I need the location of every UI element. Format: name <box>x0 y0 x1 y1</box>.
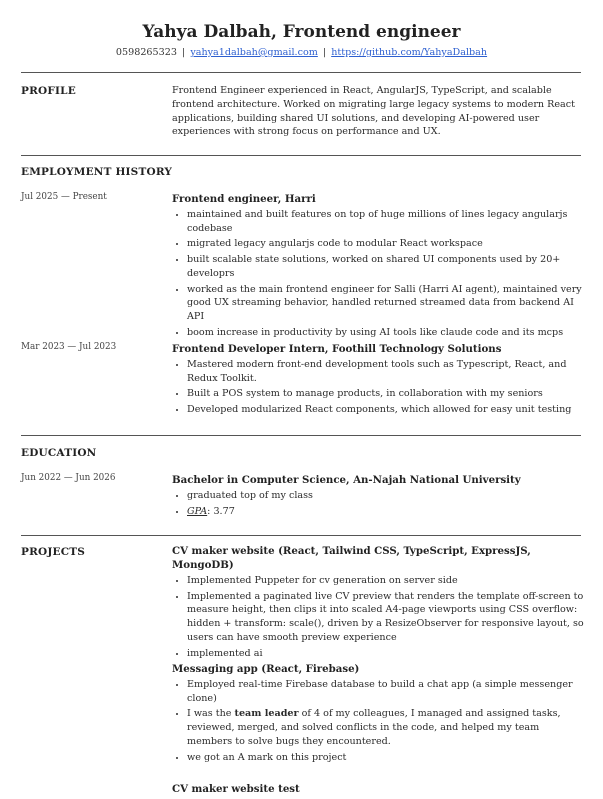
bold-text: team leader <box>234 708 299 720</box>
job-bullets <box>172 358 584 417</box>
list-item: • graduated top of my class <box>187 489 584 503</box>
gpa-label: GPA <box>187 505 208 517</box>
list-item: • boom increase in productivity by using AI tools like claude code and its mcps <box>187 326 584 340</box>
section-title-projects: PROJECTS <box>21 546 86 558</box>
section-title-education: EDUCATION <box>21 447 97 459</box>
section-title-profile: PROFILE <box>21 85 76 97</box>
email-link[interactable]: yahya1dalbah@gmail.com <box>190 47 318 58</box>
list-item: • migrated legacy angularjs code to modular React workspace <box>187 237 584 251</box>
section-divider <box>21 535 581 536</box>
section-title-employment: EMPLOYMENT HISTORY <box>21 166 173 178</box>
education-entry <box>172 473 584 521</box>
list-item: • Implemented Puppeter for cv generation on server side <box>187 574 584 588</box>
separator: | <box>182 47 186 58</box>
list-item: • Mastered modern front-end development tools such as Typescript, React, and Redux Toolkit. <box>187 358 584 385</box>
list-item <box>187 707 584 748</box>
list-item: • Implemented a paginated live CV preview that renders the template off-screen to measure height, then clips it into scaled A4-page viewports using CSS overflow: hidden + transform: scale(), driven by a ResizeObserver for responsive layout, so users can have smooth preview experience <box>187 590 584 644</box>
list-item: • we got an A mark on this project <box>187 751 584 765</box>
project-entry <box>172 544 584 662</box>
resume-header <box>0 0 603 59</box>
separator: | <box>322 47 327 58</box>
project-title: CV maker website (React, Tailwind CSS, TypeScript, ExpressJS, MongoDB) <box>172 545 531 571</box>
education-date: Jun 2022 — Jun 2026 <box>21 473 116 483</box>
job-title: Frontend engineer, Harri <box>172 193 316 205</box>
phone-number: 0598265323 <box>115 47 177 58</box>
project-entry <box>172 782 584 796</box>
education-bullets <box>172 489 584 518</box>
gpa-value: : 3.77 <box>207 505 235 517</box>
project-bullets <box>172 574 584 660</box>
candidate-name: Yahya Dalbah, Frontend engineer <box>142 22 461 42</box>
list-item: • maintained and built features on top of huge millions of lines legacy angularjs codebase <box>187 208 584 235</box>
list-item: • Employed real-time Firebase database to build a chat app (a simple messenger clone) <box>187 678 584 705</box>
job-bullets <box>172 208 584 340</box>
list-item: • implemented ai <box>187 647 584 661</box>
project-bullets <box>172 678 584 764</box>
job-entry <box>172 192 584 342</box>
section-divider <box>21 72 581 73</box>
job-date: Mar 2023 — Jul 2023 <box>21 342 117 352</box>
job-entry <box>172 342 584 419</box>
project-entry <box>172 662 584 766</box>
degree-title: Bachelor in Computer Science, An-Najah National University <box>172 474 521 486</box>
section-divider <box>21 155 581 156</box>
list-item: • Developed modularized React components, which allowed for easy unit testing <box>187 403 584 417</box>
profile-text: Frontend Engineer experienced in React, AngularJS, TypeScript, and scalable frontend architecture. Worked on migrating large legacy systems to modern React applications, building shared UI solutions, and developing AI-powered user experiences with strong focus on performance and UX. <box>172 85 575 138</box>
list-item <box>187 505 584 519</box>
text-span: of 4 of my colleagues, I managed and assigned tasks, reviewed, merged, and solved conflicts in the code, and helped my team members to solve bugs they encountered. <box>187 708 561 747</box>
project-title: Messaging app (React, Firebase) <box>172 663 360 675</box>
list-item: • Built a POS system to manage products, in collaboration with my seniors <box>187 387 584 401</box>
list-item: • built scalable state solutions, worked on shared UI components used by 20+ developrs <box>187 253 584 280</box>
project-title: CV maker website test <box>172 783 300 795</box>
github-link[interactable]: https://github.com/YahyaDalbah <box>331 47 488 58</box>
job-title: Frontend Developer Intern, Foothill Technology Solutions <box>172 343 502 355</box>
job-date: Jul 2025 — Present <box>21 192 107 202</box>
text-span: I was the <box>187 708 235 720</box>
section-divider <box>21 435 581 436</box>
list-item: • worked as the main frontend engineer for Salli (Harri AI agent), maintained very good UX streaming behavior, handled returned streamed data from backend AI API <box>187 283 584 324</box>
contact-line <box>0 46 603 59</box>
